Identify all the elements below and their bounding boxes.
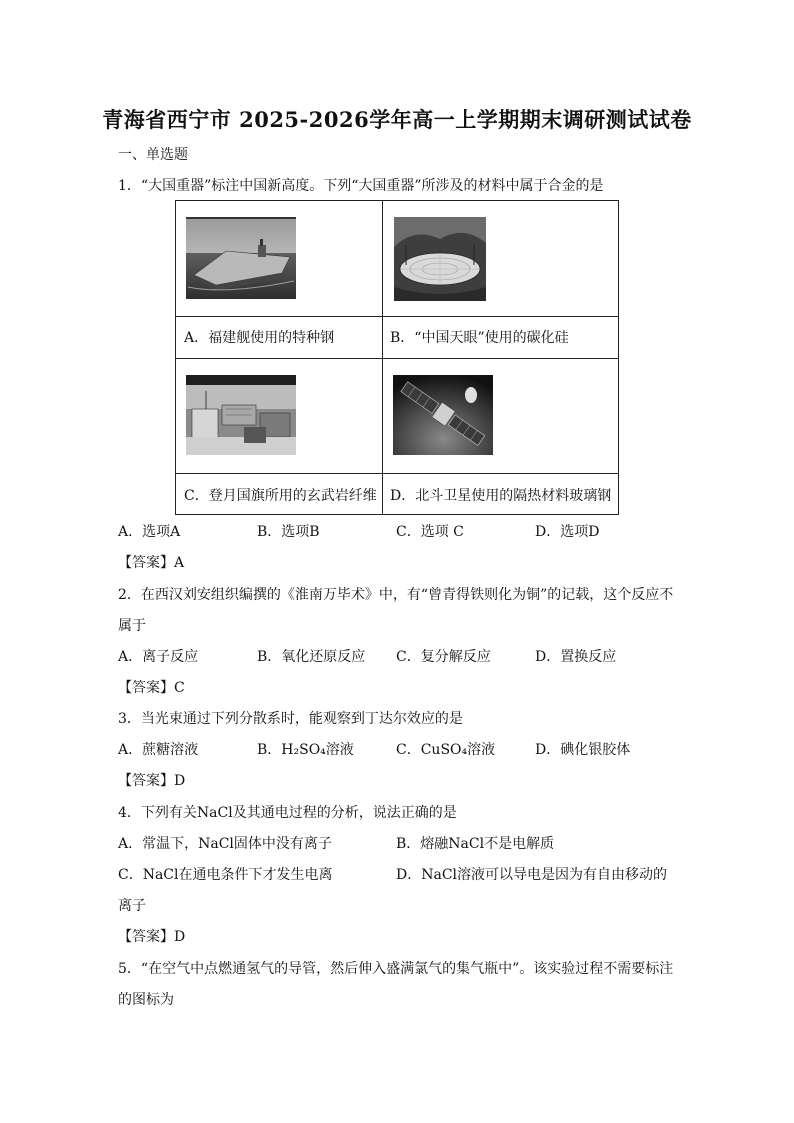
q4-option-c: C．NaCl在通电条件下才发生电离 bbox=[118, 867, 333, 883]
section-heading: 一、单选题 bbox=[118, 147, 188, 163]
question-1-answer: 【答案】A bbox=[118, 555, 185, 571]
q3-option-b: B．H₂SO₄溶液 bbox=[257, 742, 354, 758]
question-3-stem: 3．当光束通过下列分散系时，能观察到丁达尔效应的是 bbox=[118, 711, 463, 727]
q1-option-c: C．选项 C bbox=[396, 524, 464, 540]
question-3-answer: 【答案】D bbox=[118, 773, 186, 789]
question-2-answer: 【答案】C bbox=[118, 680, 185, 696]
question-5-stem: 5．“在空气中点燃通氢气的导管，然后伸入盛满氯气的集气瓶中”。该实验过程不需要标注 bbox=[118, 961, 674, 977]
q3-option-d: D．碘化银胶体 bbox=[535, 742, 631, 758]
question-1-image-table bbox=[175, 200, 619, 515]
lunar-flag-image bbox=[186, 375, 296, 455]
q3-option-c: C．CuSO₄溶液 bbox=[396, 742, 496, 758]
q4-option-d: D．NaCl溶液可以导电是因为有自由移动的 bbox=[396, 867, 668, 883]
q1-option-d: D．选项D bbox=[535, 524, 600, 540]
question-2-stem: 2．在西汉刘安组织编撰的《淮南万毕术》中，有“曾青得铁则化为铜”的记载，这个反应不 bbox=[118, 587, 674, 603]
q4-option-a: A．常温下，NaCl固体中没有离子 bbox=[118, 836, 332, 852]
aircraft-carrier-image bbox=[186, 217, 296, 299]
question-4-answer: 【答案】D bbox=[118, 929, 186, 945]
q2-option-b: B．氧化还原反应 bbox=[257, 649, 366, 665]
q1-option-b: B．选项B bbox=[257, 524, 320, 540]
question-4-stem: 4．下列有关NaCl及其通电过程的分析，说法正确的是 bbox=[118, 805, 457, 821]
q2-option-a: A．离子反应 bbox=[118, 649, 199, 665]
page-title: 青海省西宁市 2025-2026学年高一上学期期末调研测试试卷 bbox=[102, 107, 692, 132]
q1-option-a: A．选项A bbox=[118, 524, 181, 540]
fast-telescope-image bbox=[394, 217, 486, 301]
q2-option-c: C．复分解反应 bbox=[396, 649, 491, 665]
option-b-caption: B．“中国天眼”使用的碳化硅 bbox=[390, 330, 569, 346]
q4-option-d-cont: 离子 bbox=[118, 898, 146, 914]
question-1-stem: 1．“大国重器”标注中国新高度。下列“大国重器”所涉及的材料中属于合金的是 bbox=[118, 178, 604, 194]
question-2-stem-cont: 属于 bbox=[118, 618, 146, 634]
beidou-satellite-image bbox=[393, 375, 493, 455]
option-c-caption: C．登月国旗所用的玄武岩纤维 bbox=[184, 488, 377, 504]
q4-option-b: B．熔融NaCl不是电解质 bbox=[396, 836, 555, 852]
option-a-caption: A．福建舰使用的特种钢 bbox=[184, 330, 335, 346]
q3-option-a: A．蔗糖溶液 bbox=[118, 742, 199, 758]
option-d-caption: D．北斗卫星使用的隔热材料玻璃钢 bbox=[390, 488, 612, 504]
q2-option-d: D．置换反应 bbox=[535, 649, 617, 665]
question-5-stem-cont: 的图标为 bbox=[118, 992, 174, 1008]
